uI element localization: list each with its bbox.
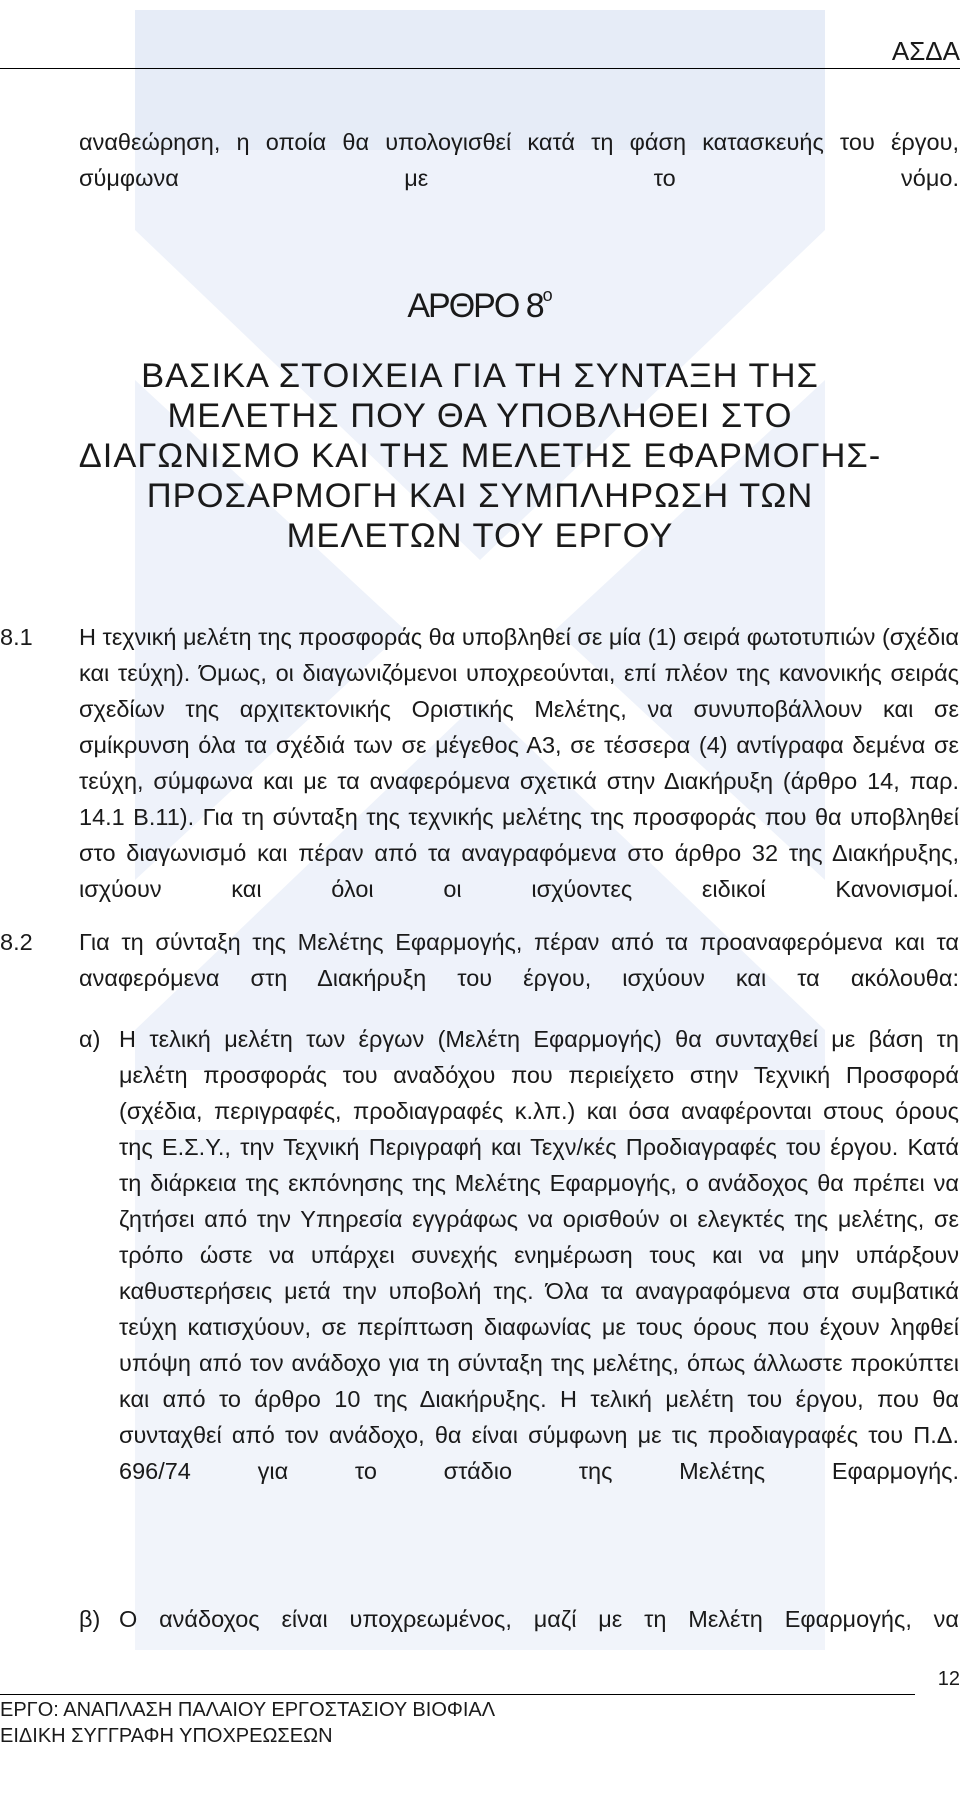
footer-project: ΕΡΓΟ: ΑΝΑΠΛΑΣΗ ΠΑΛΑΙΟΥ ΕΡΓΟΣΤΑΣΙΟΥ ΒΙΟΦΙΑΛ bbox=[0, 1699, 496, 1721]
list-item-label: β) bbox=[79, 1606, 101, 1632]
footer-rule bbox=[0, 1694, 915, 1695]
list-item-label: α) bbox=[79, 1026, 101, 1052]
article-heading bbox=[0, 285, 960, 326]
section-number: 8.1 bbox=[0, 624, 33, 650]
header-rule bbox=[0, 68, 960, 69]
section-number: 8.2 bbox=[0, 929, 33, 955]
section-text: Για τη σύνταξη της Μελέτης Εφαρμογής, πέραν από τα προαναφερόμενα και τα αναφερόμενα στη Διακήρυξη του έργου, ισχύουν και τα ακόλουθα: bbox=[79, 929, 959, 991]
article-ordinal: ο bbox=[542, 285, 553, 305]
page-number: 12 bbox=[937, 1668, 960, 1690]
list-item-text: Ο ανάδοχος είναι υποχρεωμένος, μαζί με τη Μελέτη Εφαρμογής, να bbox=[119, 1606, 959, 1632]
article-label: ΑΡΘΡΟ 8 bbox=[407, 287, 543, 325]
intro-paragraph: αναθεώρηση, η οποία θα υπολογισθεί κατά τη φάση κατασκευής του έργου, σύμφωνα με το νόμο. bbox=[79, 129, 959, 191]
header-org: ΑΣΔΑ bbox=[891, 36, 960, 66]
footer-doc-title: ΕΙΔΙΚΗ ΣΥΓΓΡΑΦΗ ΥΠΟΧΡΕΩΣΕΩΝ bbox=[0, 1725, 333, 1747]
article-title: ΒΑΣΙΚΑ ΣΤΟΙΧΕΙΑ ΓΙΑ ΤΗ ΣΥΝΤΑΞΗ ΤΗΣ ΜΕΛΕΤΗΣ ΠΟΥ ΘΑ ΥΠΟΒΛΗΘΕΙ ΣΤΟ ΔΙΑΓΩΝΙΣΜΟ ΚΑΙ ΤΗΣ ΜΕΛΕΤΗΣ ΕΦΑΡΜΟΓΗΣ-ΠΡΟΣΑΡΜΟΓΗ ΚΑΙ ΣΥΜΠΛΗΡΩΣΗ ΤΩΝ ΜΕΛΕΤΩΝ ΤΟΥ ΕΡΓΟΥ bbox=[78, 357, 882, 555]
list-item-text: Η τελική μελέτη των έργων (Μελέτη Εφαρμογής) θα συνταχθεί με βάση τη μελέτη προσφοράς του αναδόχου που περιείχετο στην Τεχνική Προσφορά (σχέδια, περιγραφές, προδιαγραφές κ.λπ.) και όσα αναφέρονται στους όρους της Ε.Σ.Υ., την Τεχνική Περιγραφή και Τεχν/κές Προδιαγραφές του έργου. Κατά τη διάρκεια της εκπόνησης της Μελέτης Εφαρμογής, ο ανάδοχος θα πρέπει να ζητήσει από την Υπηρεσία εγγράφως να ορισθούν οι ελεγκτές της μελέτης, σε τρόπο ώστε να υπάρχει συνεχής ενημέρωση τους και να μην υπάρξουν καθυστερήσεις μετά την υποβολή της. Όλα τα αναγραφόμενα στα συμβατικά τεύχη κατισχύουν, σε περίπτωση διαφωνίας με τους όρους που έχουν ληφθεί υπόψη από τον ανάδοχο για τη σύνταξη της μελέτης, όπως άλλωστε προκύπτει και από το άρθρο 10 της Διακήρυξης. Η τελική μελέτη του έργου, που θα συνταχθεί από τον ανάδοχο, θα είναι σύμφωνη με τις προδιαγραφές του Π.Δ. 696/74 για το στάδιο της Μελέτης Εφαρμογής. bbox=[119, 1026, 959, 1484]
section-text: Η τεχνική μελέτη της προσφοράς θα υποβληθεί σε μία (1) σειρά φωτοτυπιών (σχέδια και τεύχη). Όμως, οι διαγωνιζόμενοι υποχρεούνται, επί πλέον της κανονικής σειράς σχεδίων της αρχιτεκτονικής Οριστικής Μελέτης, να συνυποβάλλουν και σε σμίκρυνση όλα τα σχέδιά των σε μέγεθος Α3, σε τέσσερα (4) αντίγραφα δεμένα σε τεύχη, σύμφωνα και με τα αναφερόμενα σχετικά στην Διακήρυξη (άρθρο 14, παρ. 14.1 Β.11). Για τη σύνταξη της τεχνικής μελέτης της προσφοράς που θα υποβληθεί στο διαγωνισμό και πέραν από τα αναγραφόμενα στο άρθρο 32 της Διακήρυξης, ισχύουν και όλοι οι ισχύοντες ειδικοί Κανονισμοί. bbox=[79, 624, 959, 902]
